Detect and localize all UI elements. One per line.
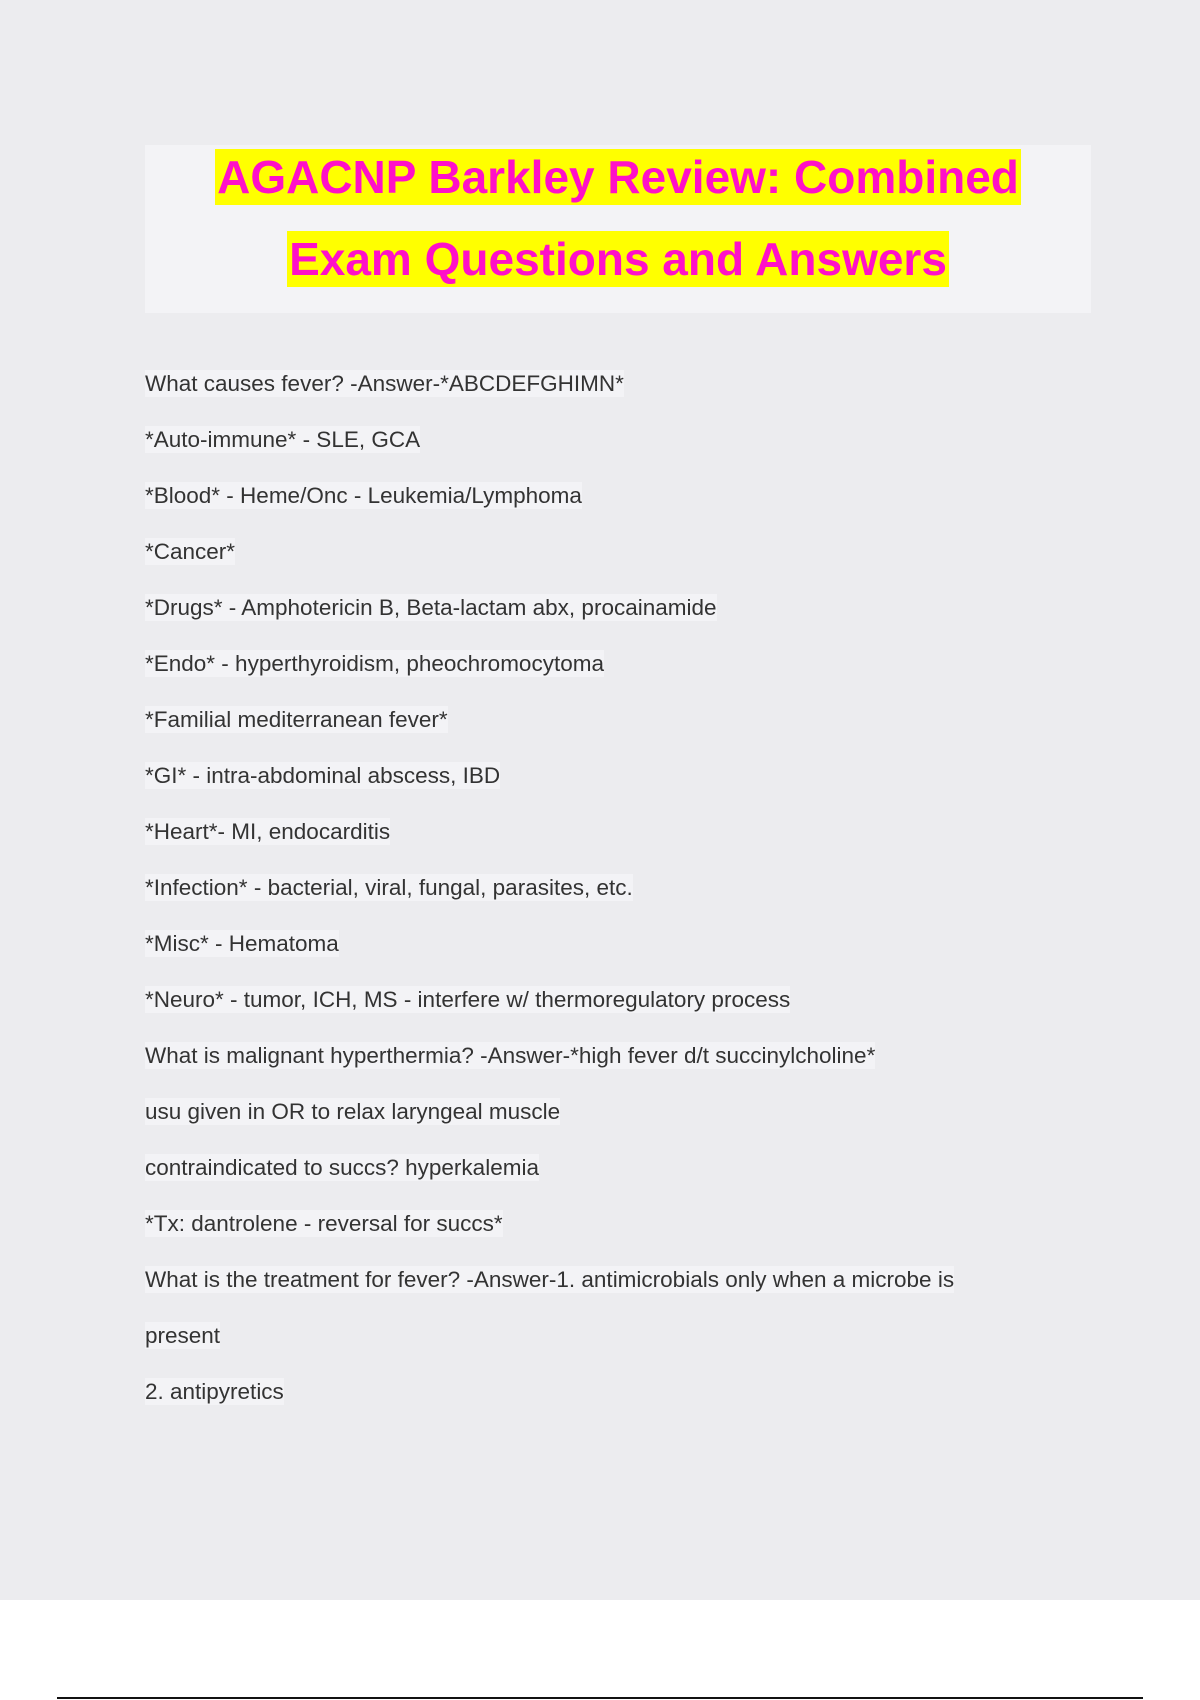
text-line: *Blood* - Heme/Onc - Leukemia/Lymphoma xyxy=(145,483,582,508)
qa-content xyxy=(145,356,1085,1420)
text-line: *Drugs* - Amphotericin B, Beta-lactam abx, procainamide xyxy=(145,595,717,620)
text-line: present xyxy=(145,1323,221,1348)
text-line: What causes fever? -Answer-*ABCDEFGHIMN* xyxy=(145,371,624,396)
text-line: *Heart*- MI, endocarditis xyxy=(145,819,391,844)
text-line: usu given in OR to relax laryngeal muscle xyxy=(145,1099,561,1124)
text-line: *GI* - intra-abdominal abscess, IBD xyxy=(145,763,501,788)
document-title-line-1: AGACNP Barkley Review: Combined xyxy=(217,151,1019,203)
text-line: *Misc* - Hematoma xyxy=(145,931,339,956)
text-line: *Infection* - bacterial, viral, fungal, parasites, etc. xyxy=(145,875,633,900)
text-line: *Auto-immune* - SLE, GCA xyxy=(145,427,421,452)
text-line: contraindicated to succs? hyperkalemia xyxy=(145,1155,539,1180)
text-line: *Tx: dantrolene - reversal for succs* xyxy=(145,1211,503,1236)
text-line: What is malignant hyperthermia? -Answer-*high fever d/t succinylcholine* xyxy=(145,1043,876,1068)
text-line: *Endo* - hyperthyroidism, pheochromocytoma xyxy=(145,651,604,676)
document-title-line-2: Exam Questions and Answers xyxy=(289,233,947,285)
footer-divider xyxy=(57,1697,1143,1699)
text-line: What is the treatment for fever? -Answer-1. antimicrobials only when a microbe is xyxy=(145,1267,955,1292)
text-line: 2. antipyretics xyxy=(145,1379,284,1404)
title-block xyxy=(145,145,1091,313)
text-line: *Familial mediterranean fever* xyxy=(145,707,448,732)
text-line: *Neuro* - tumor, ICH, MS - interfere w/ thermoregulatory process xyxy=(145,987,791,1012)
text-line: *Cancer* xyxy=(145,539,236,564)
